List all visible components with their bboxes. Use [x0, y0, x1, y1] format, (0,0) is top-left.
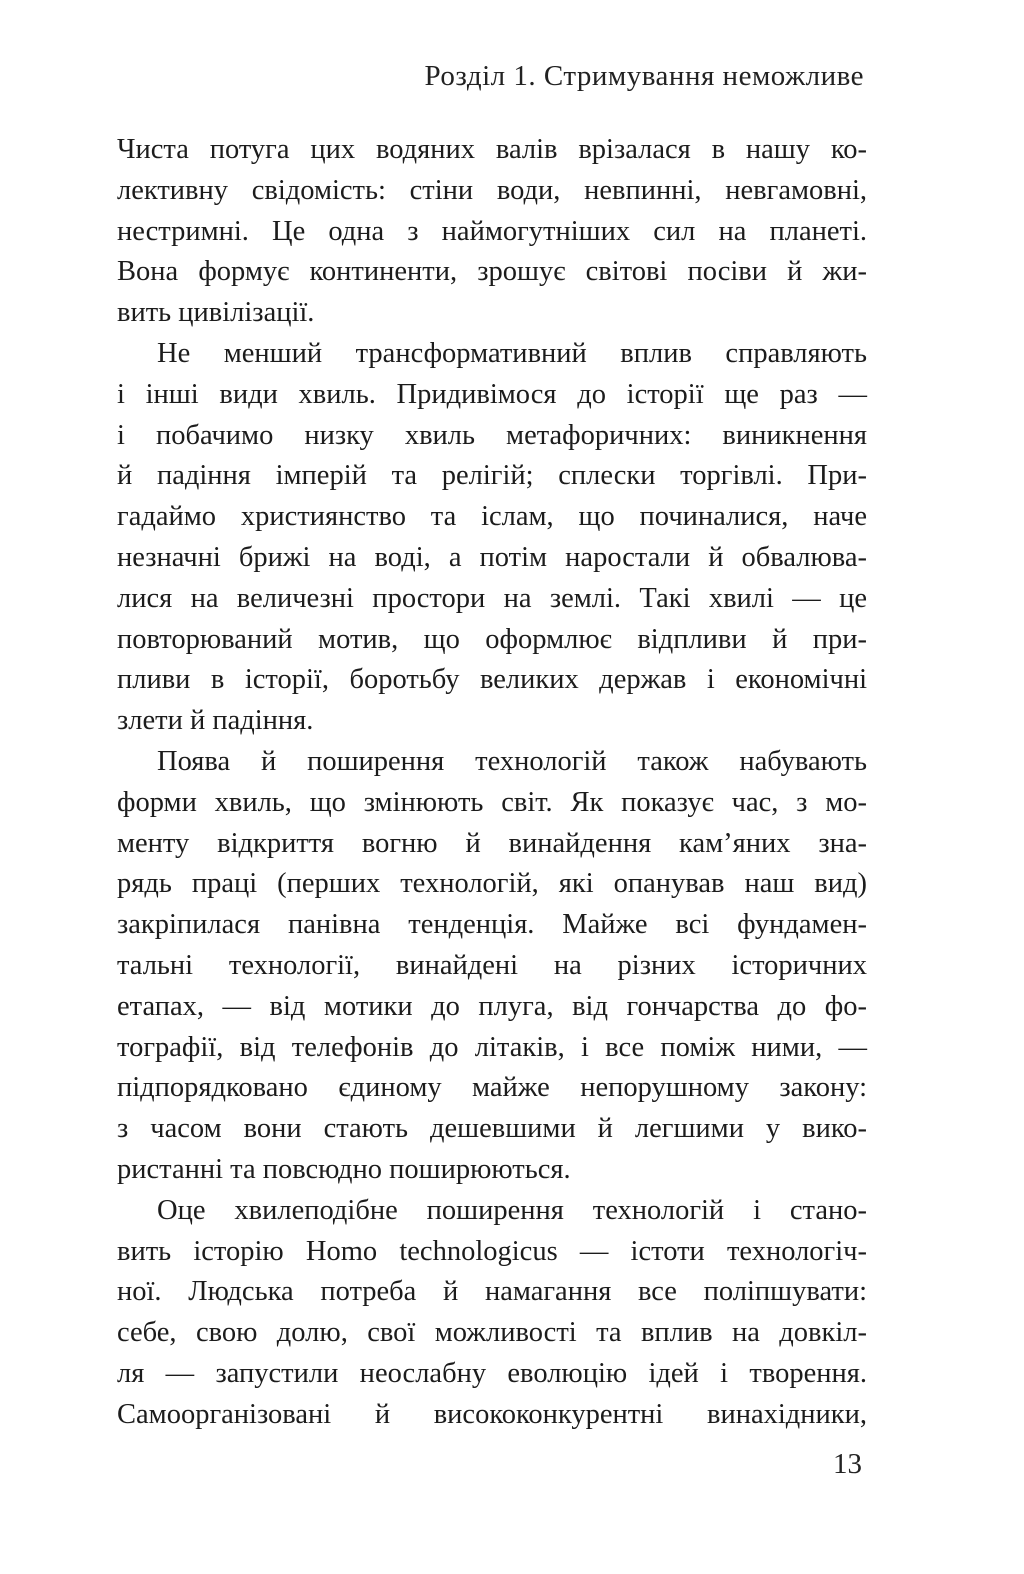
page-number: 13: [833, 1448, 862, 1480]
text-line: Самоорганізовані й висококонкурентні винахідники,: [117, 1398, 867, 1430]
text-line: лективну свідомість: стіни води, невпинні, невгамовні,: [117, 174, 867, 206]
text-line: ної. Людська потреба й намагання все поліпшувати:: [117, 1276, 867, 1308]
text-line: вить цивілізації.: [117, 297, 315, 329]
text-line: пливи в історії, боротьбу великих держав і економічні: [117, 664, 867, 696]
text-line: і побачимо низку хвиль метафоричних: виникнення: [117, 419, 867, 451]
text-line: Не менший трансформативний вплив справляють: [157, 337, 867, 369]
text-line: тальні технології, винайдені на різних історичних: [117, 949, 867, 981]
text-line: злети й падіння.: [117, 705, 314, 737]
text-line: вить історію Homo technologicus — істоти технологіч-: [117, 1235, 867, 1267]
text-line: й падіння імперій та релігій; сплески торгівлі. При-: [117, 460, 867, 492]
text-line: лися на величезні простори на землі. Такі хвилі — це: [117, 582, 867, 614]
text-line: менту відкриття вогню й винайдення кам’яних зна-: [117, 827, 867, 859]
text-line: Вона формує континенти, зрошує світові посіви й жи-: [117, 256, 867, 288]
body-text: [117, 130, 867, 1436]
text-line: нестримні. Це одна з наймогутніших сил на планеті.: [117, 215, 867, 247]
text-line: з часом вони стають дешевшими й легшими у вико-: [117, 1113, 867, 1145]
text-line: гадаймо християнство та іслам, що починалися, наче: [117, 501, 867, 533]
running-head: Розділ 1. Стримування неможливе: [424, 60, 864, 92]
text-line: і інші види хвиль. Придивімося до історії ще раз —: [117, 378, 867, 410]
text-line: Оце хвилеподібне поширення технологій і стано-: [157, 1194, 867, 1226]
text-line: етапах, — від мотики до плуга, від гончарства до фо-: [117, 990, 867, 1022]
text-line: ля — запустили неослабну еволюцію ідей і творення.: [117, 1357, 867, 1389]
text-line: форми хвиль, що змінюють світ. Як показує час, з мо-: [117, 786, 867, 818]
text-line: Чиста потуга цих водяних валів врізалася в нашу ко-: [117, 134, 867, 165]
text-line: підпорядковано єдиному майже непорушному закону:: [117, 1072, 867, 1104]
text-line: незначні брижі на воді, а потім наростали й обвалюва-: [117, 541, 867, 573]
text-line: рядь праці (перших технологій, які опанував наш вид): [117, 868, 867, 900]
text-line: тографії, від телефонів до літаків, і все поміж ними, —: [117, 1031, 867, 1063]
text-line: ристанні та повсюдно поширюються.: [117, 1153, 571, 1185]
text-line: закріпилася панівна тенденція. Майже всі фундамен-: [117, 909, 867, 941]
text-line: Поява й поширення технологій також набувають: [157, 745, 867, 777]
text-line: себе, свою долю, свої можливості та вплив на довкіл-: [117, 1317, 867, 1349]
text-line: повторюваний мотив, що оформлює відпливи й при-: [117, 623, 867, 655]
